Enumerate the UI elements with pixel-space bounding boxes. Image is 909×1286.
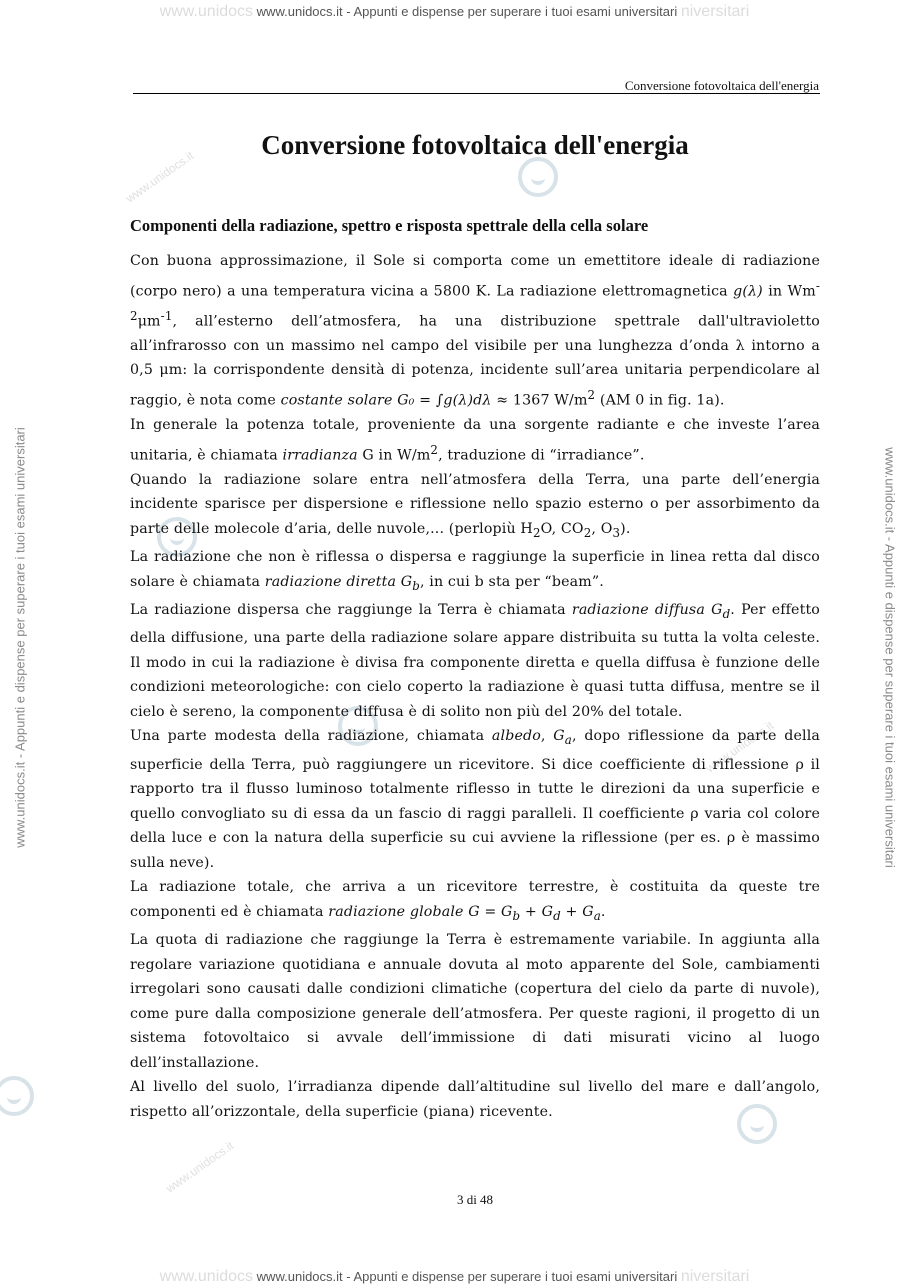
watermark-side-left: www.unidocs.it - Appunti e dispense per superare i tuoi esami universitari [12,427,28,848]
page-number: 3 di 48 [456,1192,494,1207]
body-text [130,249,820,1124]
unidocs-logo-icon [518,157,558,197]
watermark-bottom-banner [0,1268,909,1286]
paragraph: La radiazione totale, che arriva a un ricevitore terrestre, è costituita da queste tre componenti ed è chiamata radiazione globale $G = G_b + G_d + G_a$. [130,879,820,923]
watermark-ghost-right: niversitari [680,3,750,20]
unidocs-logo-icon [0,1076,34,1116]
watermark-banner-text: www.unidocs.it - Appunti e dispense per superare i tuoi esami universitari [256,4,678,19]
watermark-banner-text: www.unidocs.it - Appunti e dispense per superare i tuoi esami universitari [256,1269,678,1284]
paragraph: Con buona approssimazione, il Sole si comporta come un emettitore ideale di radiazione (corpo nero) a una temperatura vicina a 5800 K. La radiazione elettromagnetica g(λ) in $Wm^{-2}\mu m^{-1}$, all’esterno dell’atmosfera, ha una distribuzione spettrale dall'ultravioletto all’infrarosso con un massimo nel campo del visibile per una lunghezza d’onda λ intorno a 0,5 μm: la corrispondente densità di potenza, incidente sull’area unitaria perpendicolare al raggio, è nota come costante solare G₀ = ∫g(λ)dλ ≈ 1367 $W/m^2$ (AM 0 in fig. 1a). [130,253,820,409]
paragraph: Al livello del suolo, l’irradianza dipende dall’altitudine sul livello del mare e dall’angolo, rispetto all’orizzontale, della superficie (piana) ricevente. [130,1079,820,1120]
header-rule [133,93,820,94]
paragraph: La radiazione dispersa che raggiunge la Terra è chiamata radiazione diffusa $G_d$. Per effetto della diffusione, una parte della radiazione solare appare distribuita su tutta la volta celeste. Il modo in cui la radiazione è divisa fra componente diretta e quella diffusa è funzione delle condizioni meteorologiche: con cielo coperto la radiazione è quasi tutta diffusa, mentre se il cielo è sereno, la componente diffusa è di solito non più del 20% del totale. [130,602,821,720]
paragraph: La quota di radiazione che raggiunge la Terra è estremamente variabile. In aggiunta alla regolare variazione quotidiana e annuale dovuta al moto apparente del Sole, cambiamenti irregolari sono causati dalle condizioni climatiche (copertura del cielo da parte di nuvole), come pure dalla composizione generale dell’atmosfera. Per queste ragioni, il progetto di un sistema fotovoltaico si avvale dell’immissione di dati misurati vicino al luogo dell’installazione. [130,932,820,1071]
term: radiazione globale G = G [328,903,513,920]
paragraph: In generale la potenza totale, proveniente da una sorgente radiante e che investe l’area unitaria, è chiamata irradianza G in $W/m^2$, traduzione di “irradiance”. [130,417,820,464]
watermark-ghost-left: www.unidocs [159,3,254,20]
watermark-ghost-left: www.unidocs [159,1268,254,1285]
term: radiazione diffusa G [571,602,723,619]
term: radiazione diretta G [264,573,413,590]
section-heading: Componenti della radiazione, spettro e risposta spettrale della cella solare [130,216,649,235]
paragraph: Una parte modesta della radiazione, chiamata albedo, $G_a$, dopo riflessione da parte della superficie della Terra, può raggiungere un ricevitore. Si dice coefficiente di riflessione ρ il rapporto tra il flusso luminoso totalmente riflesso in tutte le direzioni da una superficie e quello convogliato su di essa da un fascio di raggi paralleli. Il coefficiente ρ varia col colore della luce e con la natura della superficie su cui avviene la riflessione (per es. ρ è massimo sulla neve). [130,728,820,871]
paragraph: Quando la radiazione solare entra nell’atmosfera della Terra, una parte dell’energia incidente sparisce per dispersione e riflessione nello spazio esterno o per assorbimento da parte delle molecole d’aria, delle nuvole,... (perlopiù $H_2O$, $CO_2$, $O_3$). [130,471,820,540]
watermark-diagonal: www.unidocs.it [703,718,777,776]
page-title: Conversione fotovoltaica dell'energia [261,130,689,160]
watermark-diagonal: www.unidocs.it [123,148,197,206]
formula: G₀ = ∫g(λ)dλ ≈ [397,392,509,409]
term: irradianza [282,447,358,464]
paragraph: La radiazione che non è riflessa o dispersa e raggiunge la superficie in linea retta dal disco solare è chiamata radiazione diretta $G_b$, in cui b sta per “beam”. [130,549,820,593]
watermark-diagonal: www.unidocs.it [163,1138,237,1196]
watermark-side-right: www.unidocs.it - Appunti e dispense per superare i tuoi esami universitari [882,447,898,868]
term: albedo [491,728,541,745]
watermark-top-banner [0,3,909,21]
term: costante solare [280,392,393,409]
running-header: Conversione fotovoltaica dell'energia [624,78,819,93]
watermark-ghost-right: niversitari [680,1268,750,1285]
